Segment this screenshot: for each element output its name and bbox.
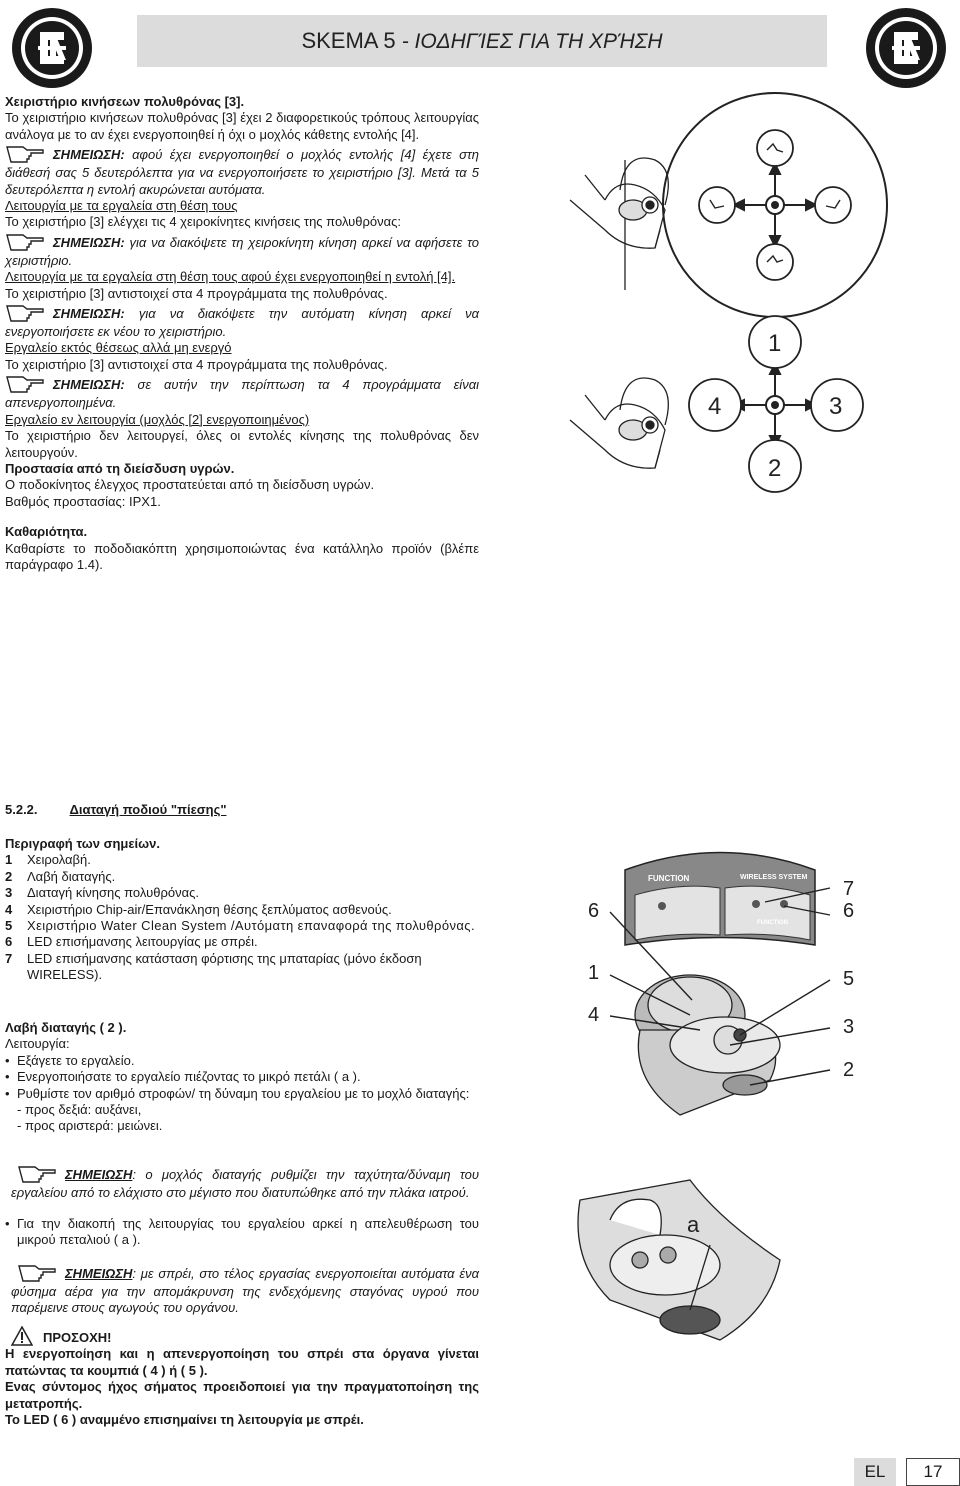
warning-text: Η ενεργοποίηση και η απενεργοποίηση του σπρέι στα όργανα γίνεται πατώντας τα κουμπιά ( 4 ) ή ( 5 ). — [5, 1346, 479, 1378]
list-item: 6 LED επισήμανσης λειτουργίας με σπρέι. — [5, 934, 258, 950]
pointing-hand-icon — [17, 1163, 57, 1185]
note: ΣΗΜΕΙΩΣΗ: ο μοχλός διαταγής ρυθμίζει την ταχύτητα/δύναμη του εργαλείου από το ελάχιστο στο μέγιστο που διατυπώθηκε από την πλάκα ιατρού. — [5, 1163, 479, 1201]
section-title: 5.2.2. Διαταγή ποδιού "πίεσης" — [5, 802, 227, 817]
callout-4: 4 — [588, 1004, 600, 1026]
paragraph: Το χειριστήριο δεν λειτουργεί, όλες οι εντολές κίνησης της πολυθρόνας δεν λειτουργούν. — [5, 428, 479, 460]
lever-heading: Λαβή διαταγής ( 2 ). — [5, 1020, 127, 1035]
list-item: 5 Χειριστήριο Water Clean System /Αυτόματη επαναφορά της πολυθρόνας. — [5, 918, 475, 934]
bullet-item: • Ρυθμίστε τον αριθμό στροφών/ τη δύναμη του εργαλείου με το μοχλό διαταγής: — [5, 1085, 470, 1101]
callout-2: 2 — [843, 1059, 855, 1081]
direction-label-1: 1 — [768, 330, 782, 357]
panel-wireless-sub-label: FUNCTION — [757, 920, 788, 926]
callout-6-right: 6 — [843, 900, 855, 922]
paragraph: Βαθμός προστασίας: IPX1. — [5, 493, 161, 509]
paragraph: Το χειριστήριο [3] ελέγχει τις 4 χειροκίνητες κινήσεις της πολυθρόνας: — [5, 214, 401, 230]
bullet-item: • Εξάγετε το εργαλείο. — [5, 1052, 135, 1068]
paragraph: Καθαρίστε το ποδοδιακόπτη χρησιμοποιώντας ένα κατάλληλο προϊόν (βλέπε παράγραφο 1.4). — [5, 540, 479, 572]
paragraph: Ο ποδοκίνητος έλεγχος προστατεύεται από τη διείσδυση υγρών. — [5, 477, 375, 493]
page-number: 17 — [906, 1458, 960, 1486]
direction-label-2: 2 — [768, 455, 782, 482]
panel-function-label: FUNCTION — [648, 874, 690, 883]
spacer — [5, 510, 479, 524]
subheading: Εργαλείο εκτός θέσεως αλλά μη ενεργό — [5, 340, 232, 356]
callout-7: 7 — [843, 878, 855, 900]
callout-3: 3 — [843, 1016, 855, 1038]
lever-function-label: Λειτουργία: — [5, 1036, 70, 1052]
direction-label-4: 4 — [708, 393, 722, 420]
section-heading: Χειριστήριο κινήσεων πολυθρόνας [3]. — [5, 94, 245, 109]
panel-wireless-label: WIRELESS SYSTEM — [740, 874, 808, 881]
sub-item: - προς δεξιά: αυξάνει, — [17, 1102, 142, 1118]
foot-control-direction-diagram — [565, 0, 895, 500]
note: ΣΗΜΕΙΩΣΗ: για να διακόψετε τη χειροκίνητη κίνηση αρκεί να αφήσετε το χειριστήριο. — [5, 231, 479, 269]
note: ΣΗΜΕΙΩΣΗ: με σπρέι, στο τέλος εργασίας ενεργοποιείται αυτόματα ένα φύσημα αέρα για την απομάκρυνση της ενδεχόμενης σταγόνας υγρού που παρέμεινε στους αγωγούς του οργάνου. — [5, 1262, 479, 1317]
note: ΣΗΜΕΙΩΣΗ: αφού έχει ενεργοποιηθεί ο μοχλός εντολής [4] έχετε στη διάθεσή σας 5 δευτερόλεπτα για να ενεργοποιήσετε το χειριστήριο [3]. Μετά τα 5 δευτερόλεπτα η εντολή ακυρώνεται αυτόματα. — [5, 143, 479, 198]
paragraph: Το χειριστήριο [3] αντιστοιχεί στα 4 προγράμματα της πολυθρόνας. — [5, 285, 388, 301]
pointing-hand-icon — [5, 373, 45, 395]
direction-label-3: 3 — [829, 393, 843, 420]
callout-5: 5 — [843, 968, 855, 990]
top-text-column — [5, 94, 479, 573]
warning-icon — [11, 1326, 33, 1346]
subheading: Λειτουργία με τα εργαλεία στη θέση τους αφού έχει ενεργοποιηθεί η εντολή [4]. — [5, 269, 456, 285]
bullet-item: • Ενεργοποιήσατε το εργαλείο πιέζοντας το μικρό πετάλι ( a ). — [5, 1069, 361, 1085]
pointing-hand-icon — [17, 1262, 57, 1284]
warning-text: Ενας σύντομος ήχος σήματος προειδοποιεί για την πραγματοποίηση της μετατροπής. — [5, 1379, 479, 1411]
callout-a: a — [687, 1212, 700, 1237]
warning-block: ΠΡΟΣΟΧΗ! Η ενεργοποίηση και η απενεργοποίηση του σπρέι στα όργανα γίνεται πατώντας τα κουμπιά ( 4 ) ή ( 5 ). Ενας σύντομος ήχος σήματος προειδοποιεί για την πραγματοποίηση της μετατροπής. Το LED ( 6 ) αναμμένο επισημαίνει τη λειτουργία με σπρέι. — [5, 1326, 479, 1428]
subheading: Εργαλείο εν λειτουργία (μοχλός [2] ενεργοποιημένος) — [5, 411, 310, 427]
note: ΣΗΜΕΙΩΣΗ: για να διακόψετε την αυτόματη κίνηση αρκεί να ενεργοποιήσετε εκ νέου το χειριστήριο. — [5, 302, 479, 340]
section-heading: Καθαριότητα. — [5, 524, 88, 540]
subheading: Λειτουργία με τα εργαλεία στη θέση τους — [5, 198, 238, 214]
callout-1: 1 — [588, 962, 600, 984]
legend-heading: Περιγραφή των σημείων. — [5, 836, 160, 851]
section-heading: Προστασία από τη διείσδυση υγρών. — [5, 460, 235, 476]
list-item: 4 Χειριστήριο Chip-air/Επανάκληση θέσης ξεπλύματος ασθενούς. — [5, 901, 392, 917]
warning-text: Το LED ( 6 ) αναμμένο επισημαίνει τη λειτουργία με σπρέι. — [5, 1412, 364, 1428]
sub-item: - προς αριστερά: μειώνει. — [17, 1118, 163, 1134]
list-item: 1 Χειρολαβή. — [5, 852, 91, 868]
callout-6-left: 6 — [588, 900, 600, 922]
note: ΣΗΜΕΙΩΣΗ: σε αυτήν την περίπτωση τα 4 προγράμματα είναι απενεργοποιημένα. — [5, 373, 479, 411]
list-item: 7 LED επισήμανσης κατάσταση φόρτισης της μπαταρίας (μόνο έκδοση WIRELESS). — [5, 950, 422, 983]
brand-logo-left — [10, 6, 94, 90]
list-item: 3 Διαταγή κίνησης πολυθρόνας. — [5, 885, 199, 901]
paragraph: Το χειριστήριο κινήσεων πολυθρόνας [3] έχει 2 διαφορετικούς τρόπους λειτουργίας ανάλογα με το αν έχει ενεργοποιηθεί ή όχι ο μοχλός κάθετης εντολής [4]. — [5, 110, 479, 142]
lever-block — [5, 1020, 479, 1135]
bullet-item: • Για την διακοπή της λειτουργίας του εργαλείου αρκεί η απελευθέρωση του μικρού πεταλιού ( a ). — [5, 1216, 479, 1248]
pointing-hand-icon — [5, 302, 45, 324]
legend-block — [5, 836, 479, 984]
pointing-hand-icon — [5, 143, 45, 165]
page-title: SKEMA 5 - ΙΟΔΗΓΊΕΣ ΓΙΑ ΤΗ ΧΡΉΣΗ — [301, 28, 663, 53]
list-item: 2 Λαβή διαταγής. — [5, 868, 116, 884]
pointing-hand-icon — [5, 231, 45, 253]
paragraph: Το χειριστήριο [3] αντιστοιχεί στα 4 προγράμματα της πολυθρόνας. — [5, 356, 388, 372]
language-badge: EL — [854, 1458, 896, 1486]
